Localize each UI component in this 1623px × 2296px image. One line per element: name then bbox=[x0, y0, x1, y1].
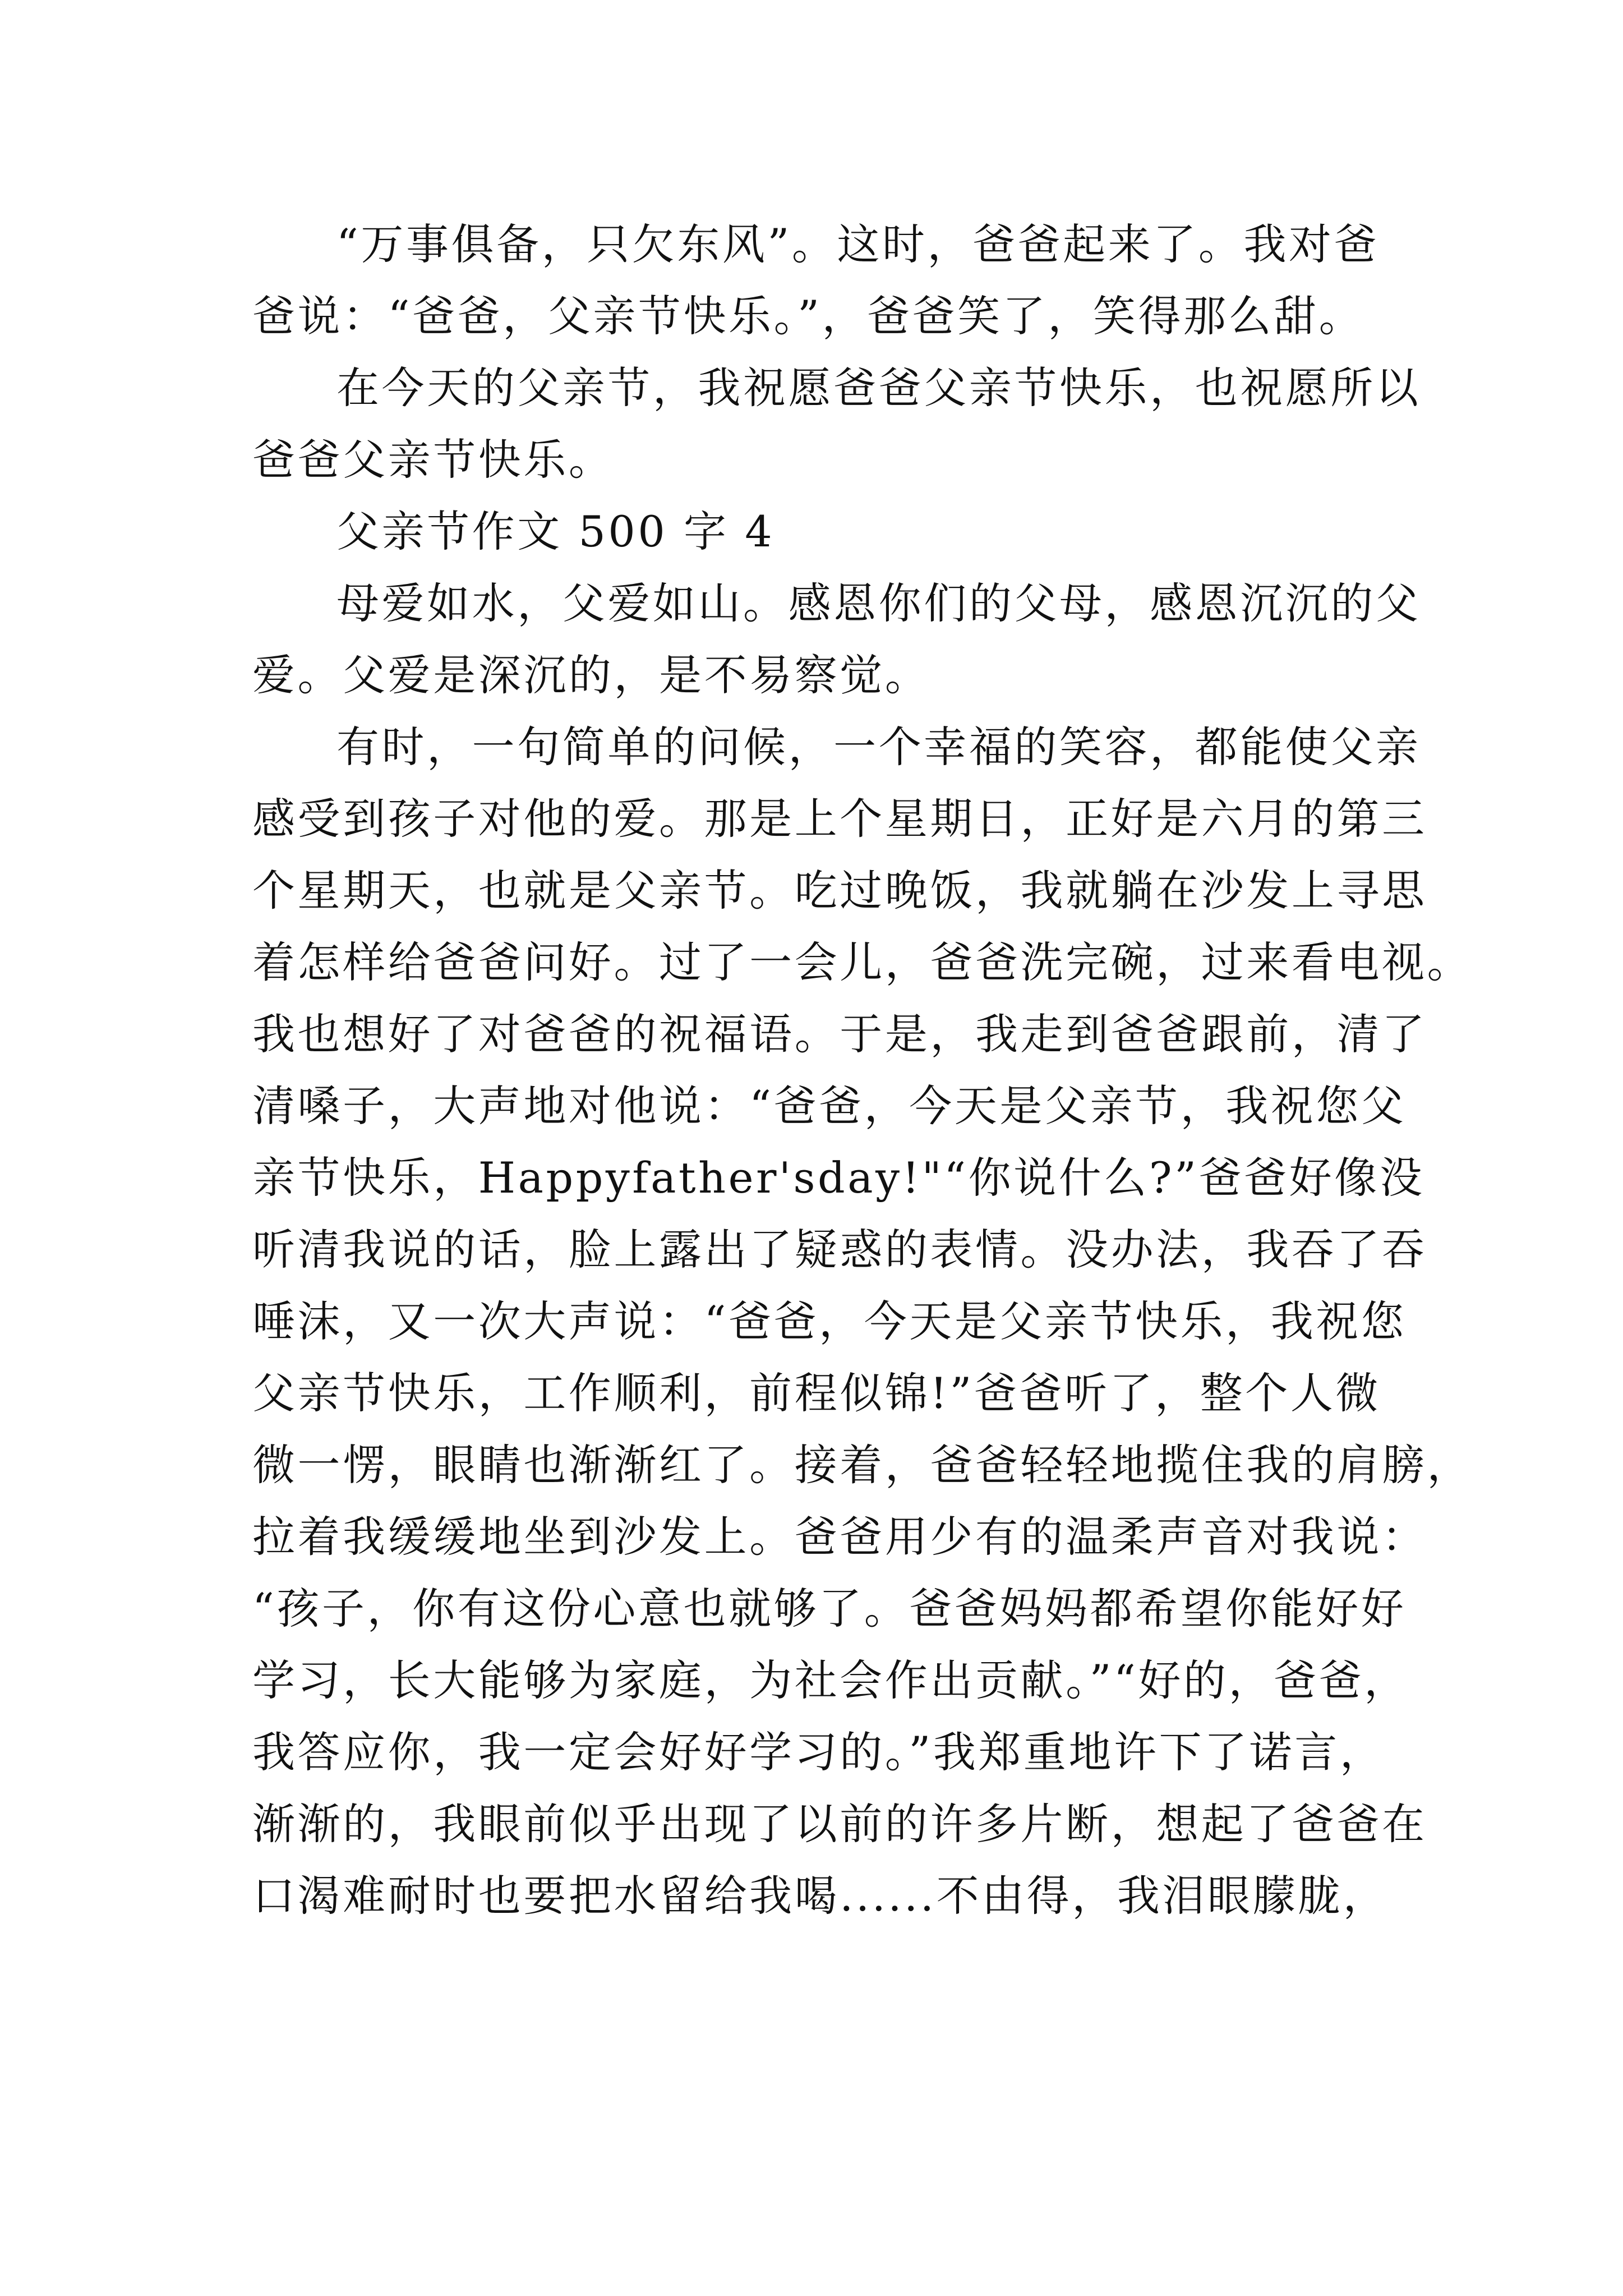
text-line: 我也想好了对爸爸的祝福语。于是，我走到爸爸跟前，清了 bbox=[252, 1009, 1427, 1059]
text-line: “万事俱备，只欠东风”。这时，爸爸起来了。我对爸 bbox=[336, 219, 1380, 269]
text-line: 感受到孩子对他的爱。那是上个星期日，正好是六月的第三 bbox=[252, 794, 1427, 844]
text-line: 学习，长大能够为家庭，为社会作出贡献。”“好的，爸爸， bbox=[252, 1655, 1409, 1705]
text-line: 拉着我缓缓地坐到沙发上。爸爸用少有的温柔声音对我说： bbox=[252, 1512, 1427, 1562]
section-heading: 父亲节作文 500 字 4 bbox=[336, 507, 775, 556]
text-line: 口渴难耐时也要把水留给我喝......不由得，我泪眼朦胧， bbox=[252, 1871, 1389, 1921]
text-line: 爱。父爱是深沉的，是不易察觉。 bbox=[252, 650, 930, 700]
text-line: 父亲节快乐，工作顺利，前程似锦!”爸爸听了，整个人微 bbox=[252, 1368, 1381, 1418]
text-line: 渐渐的，我眼前似乎出现了以前的许多片断，想起了爸爸在 bbox=[252, 1799, 1427, 1849]
text-line: 唾沫，又一次大声说：“爸爸，今天是父亲节快乐，我祝您 bbox=[252, 1296, 1407, 1346]
text-line: 爸爸父亲节快乐。 bbox=[252, 435, 614, 485]
text-line: 在今天的父亲节，我祝愿爸爸父亲节快乐，也祝愿所以 bbox=[336, 363, 1421, 413]
text-line: 爸说：“爸爸，父亲节快乐。”，爸爸笑了，笑得那么甜。 bbox=[252, 291, 1364, 341]
text-line: 微一愣，眼睛也渐渐红了。接着，爸爸轻轻地揽住我的肩膀， bbox=[252, 1440, 1473, 1490]
text-line: 有时，一句简单的问候，一个幸福的笑容，都能使父亲 bbox=[336, 722, 1421, 772]
essay-text bbox=[252, 209, 1473, 1932]
text-line: 着怎样给爸爸问好。过了一会儿，爸爸洗完碗，过来看电视。 bbox=[252, 937, 1473, 987]
text-line: 亲节快乐，Happyfather'sday!"“你说什么?”爸爸好像没 bbox=[252, 1153, 1425, 1203]
text-line: 听清我说的话，脸上露出了疑惑的表情。没办法，我吞了吞 bbox=[252, 1225, 1427, 1274]
text-line: 个星期天，也就是父亲节。吃过晚饭，我就躺在沙发上寻思 bbox=[252, 866, 1427, 915]
text-line: 我答应你，我一定会好好学习的。”我郑重地许下了诺言， bbox=[252, 1727, 1385, 1777]
text-line: 清嗓子，大声地对他说：“爸爸，今天是父亲节，我祝您父 bbox=[252, 1081, 1407, 1131]
text-line: “孩子，你有这份心意也就够了。爸爸妈妈都希望你能好好 bbox=[252, 1584, 1407, 1634]
text-line: 母爱如水，父爱如山。感恩你们的父母，感恩沉沉的父 bbox=[336, 578, 1421, 628]
